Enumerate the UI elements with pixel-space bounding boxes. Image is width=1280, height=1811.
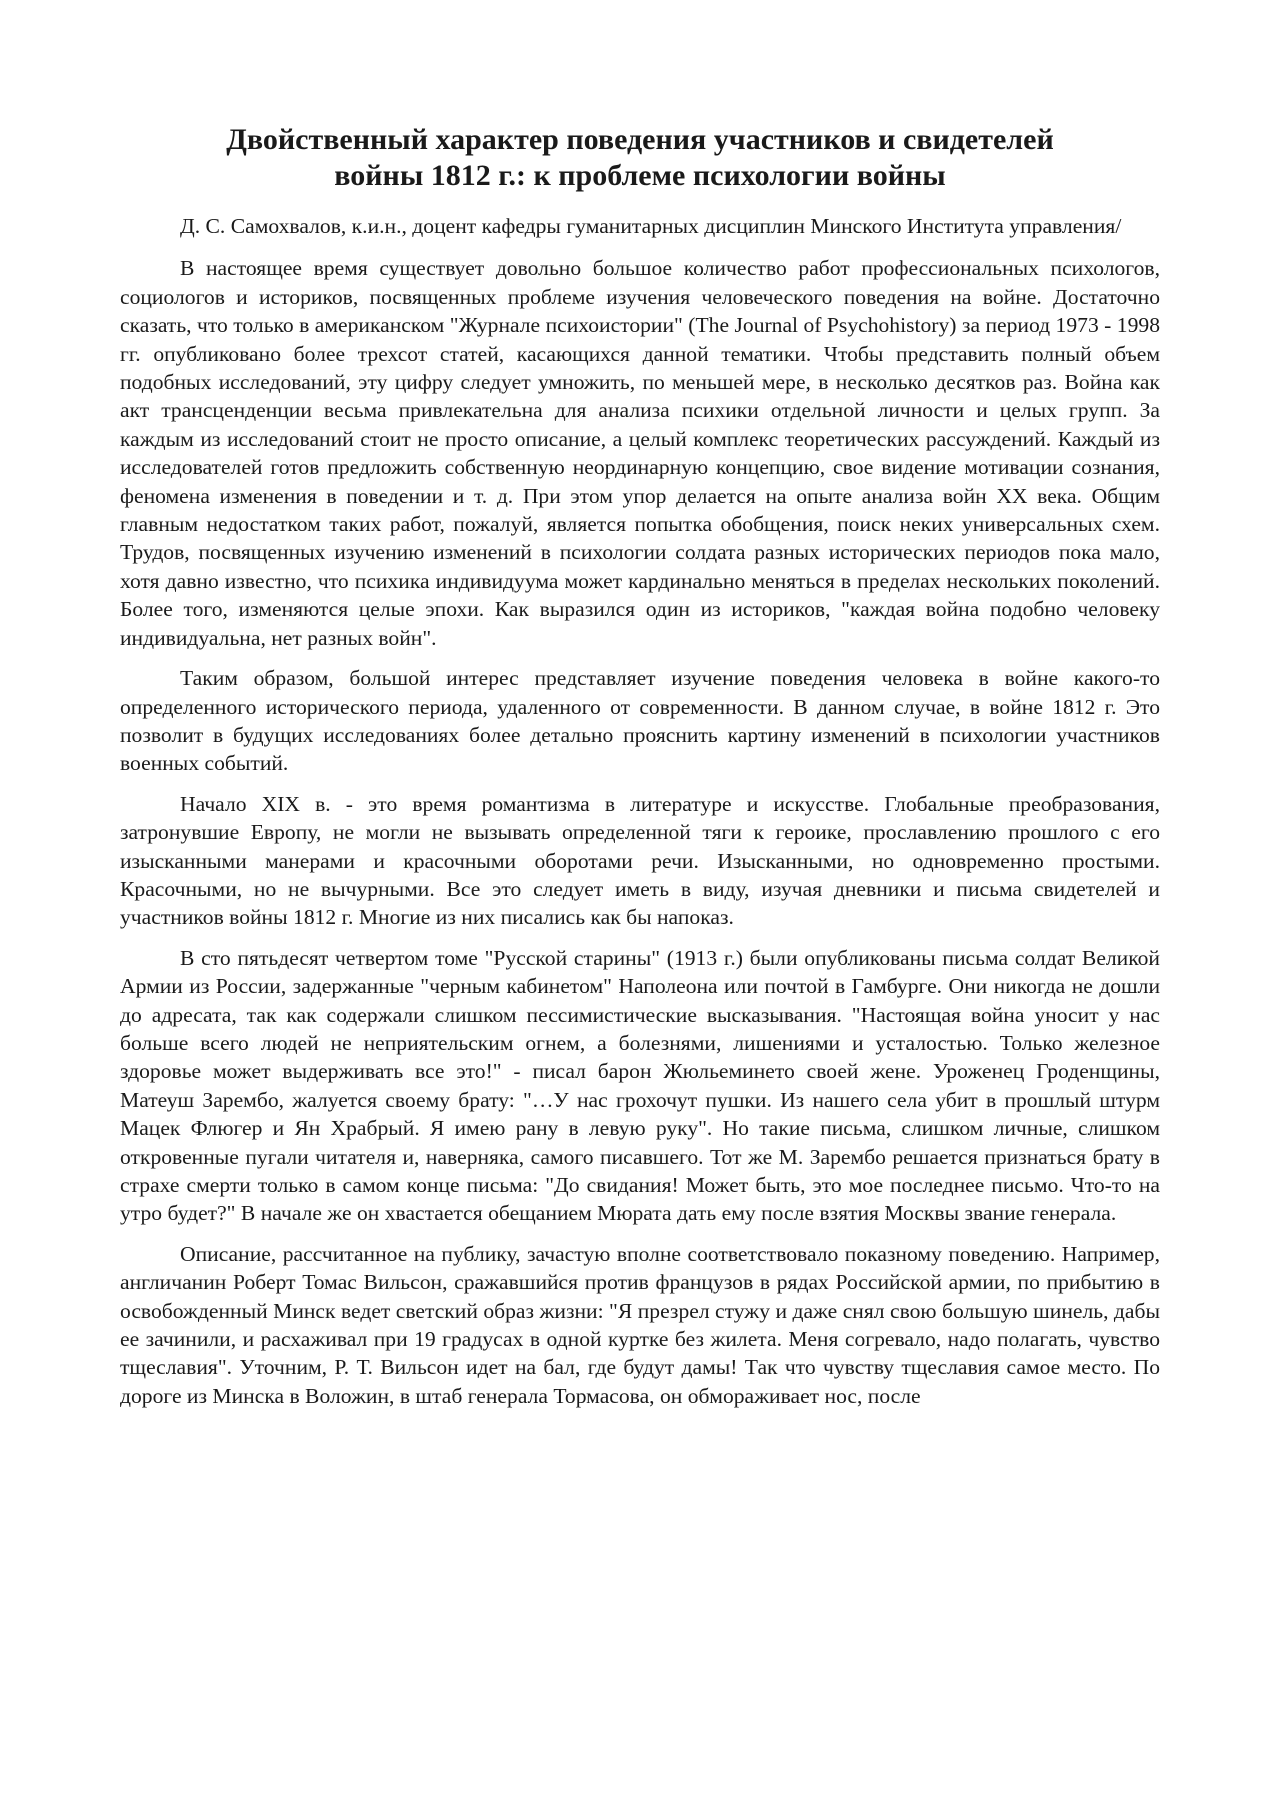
paragraph-5: Описание, рассчитанное на публику, зачастую вполне соответствовало показному поведению. Например, англичанин Роберт Томас Вильсон, сражавшийся против французов в рядах Российской армии, по прибытию в освобожденный Минск ведет светский образ жизни: "Я презрел стужу и даже снял свою большую шинель, дабы ее зачинили, и расхаживал при 19 градусах в одной куртке без жилета. Меня согревало, надо полагать, чувство тщеславия". Уточним, Р. Т. Вильсон идет на бал, где будут дамы! Так что чувству тщеславия самое место. По дороге из Минска в Воложин, в штаб генерала Тормасова, он обмораживает нос, после — [120, 1241, 1160, 1408]
document-title — [120, 122, 1160, 194]
paragraph-3: Начало XIX в. - это время романтизма в литературе и искусстве. Глобальные преобразования, затронувшие Европу, не могли не вызывать определенной тяги к героике, прославлению прошлого с его изысканными манерами и красочными оборотами речи. Изысканными, но одновременно простыми. Красочными, но не вычурными. Все это следует иметь в виду, изучая дневники и письма свидетелей и участников войны 1812 г. Многие из них писались как бы напоказ. — [120, 791, 1160, 930]
title-line-1: Двойственный характер поведения участников и свидетелей — [226, 123, 1054, 156]
author-line: Д. С. Самохвалов, к.и.н., доцент кафедры гуманитарных дисциплин Минского Института управления/ — [180, 214, 1122, 238]
document-page — [120, 122, 1160, 1422]
paragraph-4: В сто пятьдесят четвертом томе "Русской старины" (1913 г.) были опубликованы письма солдат Великой Армии из России, задержанные "черным кабинетом" Наполеона или почтой в Гамбурге. Они никогда не дошли до адресата, так как содержали слишком пессимистические высказывания. "Настоящая война уносит у нас больше всего людей не неприятельским огнем, а болезнями, лишениями и усталостью. Только железное здоровье может выдерживать все это!" - писал барон Жюльеминето своей жене. Уроженец Гроденщины, Матеуш Зарембо, жалуется своему брату: "…У нас грохочут пушки. Из нашего села убит в прошлый штурм Мацек Флюгер и Ян Храбрый. Я имею рану в левую руку". Но такие письма, слишком личные, слишком откровенные пугали читателя и, наверняка, самого писавшего. Тот же М. Зарембо решается признаться брату в страхе смерти только в самом конце письма: "До свидания! Может быть, это мое последнее письмо. Что-то на утро будет?" В начале же он хвастается обещанием Мюрата дать ему после взятия Москвы звание генерала. — [120, 945, 1160, 1226]
paragraph-1: В настоящее время существует довольно большое количество работ профессиональных психологов, социологов и историков, посвященных проблеме изучения человеческого поведения на войне. Достаточно сказать, что только в американском "Журнале психоистории" (The Journal of Psychohistory) за период 1973 - 1998 гг. опубликовано более трехсот статей, касающихся данной тематики. Чтобы представить полный объем подобных исследований, эту цифру следует умножить, по меньшей мере, в несколько десятков раз. Война как акт трансценденции весьма привлекательна для анализа психики отдельной личности и целых групп. За каждым из исследований стоит не просто описание, а целый комплекс теоретических рассуждений. Каждый из исследователей готов предложить собственную неординарную концепцию, свое видение мотивации сознания, феномена изменения в поведении и т. д. При этом упор делается на опыте анализа войн XX века. Общим главным недостатком таких работ, пожалуй, является попытка обобщения, поиск неких универсальных схем. Трудов, посвященных изучению изменений в психологии солдата разных исторических периодов пока мало, хотя давно известно, что психика индивидуума может кардинально меняться в пределах нескольких поколений. Более того, изменяются целые эпохи. Как выразился один из историков, "каждая война подобно человеку индивидуальна, нет разных войн". — [120, 256, 1160, 650]
title-line-2: войны 1812 г.: к проблеме психологии войны — [334, 159, 946, 192]
paragraph-2: Таким образом, большой интерес представляет изучение поведения человека в войне какого-то определенного исторического периода, удаленного от современности. В данном случае, в войне 1812 г. Это позволит в будущих исследованиях более детально прояснить картину изменений в психологии участников военных событий. — [120, 666, 1160, 776]
